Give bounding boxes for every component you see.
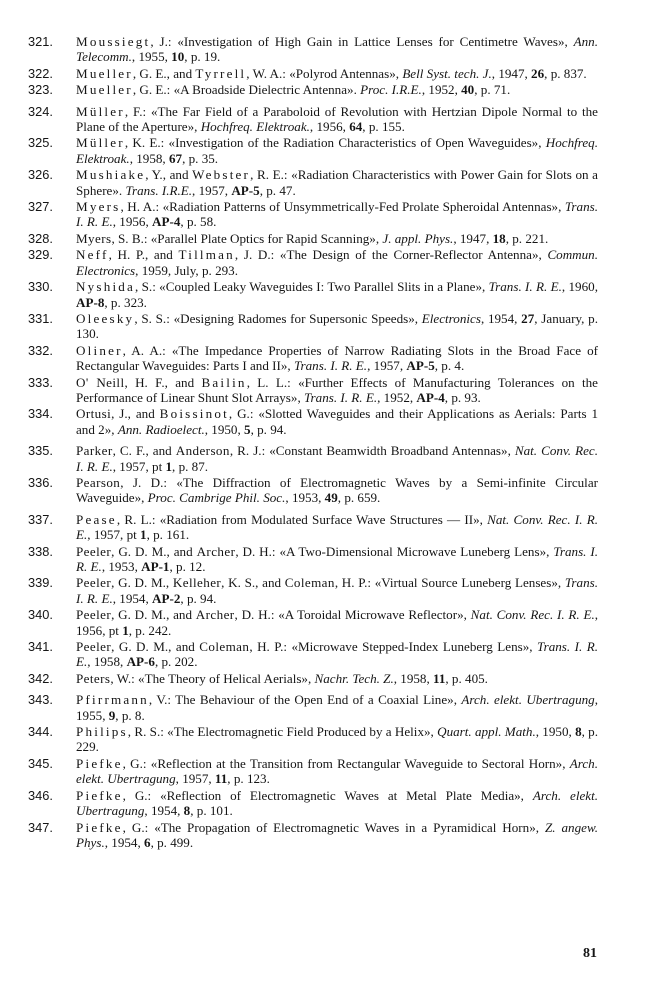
reference-number: 347. [28,819,53,835]
author: Piefke [76,819,123,835]
author: Philips [76,724,128,740]
reference-342: 342. Peters, W.: «The Theory of Helical Aerials», Nachr. Tech. Z., 1958, 11, p. 405. [28,670,488,686]
author: Moussiegt [76,34,151,49]
volume: AP-4 [152,214,181,230]
reference-335: 335. Parker, C. F., and Anderson, R. J.: «Constant Beamwidth Broadband Antennas», Nat. Conv. Rec. I. R. E., 1957, pt 1, p. 87. [28,443,598,474]
author: Bailin [201,374,247,390]
author: Mueller [76,65,133,81]
volume: 67 [168,150,183,166]
journal: Trans. I. R. E. [304,389,378,405]
author: Coleman [199,639,250,655]
journal: Z. angew. Phys. [76,819,598,850]
author: Ortusi [76,406,112,422]
volume: 40 [461,82,475,98]
author: Peters [76,670,111,686]
author: Mushiake [76,167,146,183]
reference-number: 341. [28,639,53,655]
author: O' Neill [76,374,125,390]
reference-321: 321. Moussiegt, J.: «Investigation of High Gain in Lattice Lenses for Centimetre Waves», Ann. Telecomm., 1955, 10, p. 19. [28,34,598,65]
reference-332: 332. Oliner, A. A.: «The Impedance Properties of Narrow Radiating Slots in the Broad Face of Rectangular Waveguides: Parts I and II», Trans. I. R. E., 1957, AP-5, p. 4. [28,342,598,374]
journal: Proc. I.R.E. [360,82,422,98]
reference-number: 332. [28,342,53,358]
reference-341: 341. Peeler, G. D. M., and Coleman, H. P.: «Microwave Stepped-Index Luneberg Lens», Trans. I. R. E., 1958, AP-6, p. 202. [28,639,598,670]
author: Oleesky [76,310,135,326]
journal: Trans. I. R. E. [76,543,599,574]
volume: 11 [433,670,446,686]
author: Peeler [76,607,112,623]
volume: 18 [492,230,506,246]
journal: Ann. Radioelect. [117,421,205,437]
journal: Ann. Telecomm. [76,34,598,65]
journal: J. appl. Phys. [382,230,454,246]
volume: AP-1 [141,559,170,574]
author: Peeler [76,575,112,591]
reference-number: 333. [28,374,53,390]
journal: Arch. elekt. Ubertragung [76,755,598,787]
reference-326: 326. Mushiake, Y., and Webster, R. E.: «Radiation Characteristics with Power Gain for Slots on a Sphere». Trans. I.R.E., 1957, AP-5, p. 47. [28,167,598,198]
journal: Hochfreq. Elektroak. [200,119,310,135]
journal: Trans. I. R. E. [76,199,598,230]
volume: 8 [575,724,582,740]
reference-number: 346. [28,787,53,803]
author: Archer [196,543,236,559]
volume: 1 [122,622,129,638]
reference-328: 328. Myers, S. B.: «Parallel Plate Optics for Rapid Scanning», J. appl. Phys., 1947, 18, p. 221. [28,230,549,246]
reference-number: 344. [28,724,53,740]
reference-number: 331. [28,310,53,326]
author: Peeler [76,543,112,559]
volume: 9 [108,707,116,723]
page-number: 81 [583,946,597,961]
journal: Arch. elekt. Ubertragung [461,692,595,708]
reference-number: 322. [28,65,53,81]
reference-347: 347. Piefke, G.: «The Propagation of Electromagnetic Waves in a Pyramidical Horn», Z. angew. Phys., 1954, 6, p. 499. [28,819,598,850]
reference-325: 325. Müller, K. E.: «Investigation of the Radiation Characteristics of Open Waveguides», Hochfreq. Elektroak., 1958, 67, p. 35. [28,135,598,166]
reference-number: 337. [28,511,53,527]
reference-343: 343. Pfirrmann, V.: The Behaviour of the Open End of a Coaxial Line», Arch. elekt. Ubertragung, 1955, 9, p. 8. [28,692,599,723]
reference-number: 343. [28,692,53,708]
author: Anderson [175,443,230,459]
volume: 1 [165,458,173,474]
author: Oliner [76,342,123,358]
reference-329: 329. Neff, H. P., and Tillman, J. D.: «The Design of the Corner-Reflector Antenna», Commun. Electronics, 1959, July, p. 293. [28,247,598,278]
reference-number: 330. [28,279,53,295]
reference-333: 333. O' Neill, H. F., and Bailin, L. L.: «Further Effects of Manufacturing Tolerances on the Performance of Linear Shunt Slot Arrays», Trans. I. R. E., 1952, AP-4, p. 93. [28,374,598,405]
journal: Trans. I. R. E. [293,358,368,374]
author: Mueller [76,82,133,98]
author: Peeler [76,639,112,655]
author: Müller [76,103,125,119]
author: Nyshida [76,279,136,295]
journal: Trans. I. R. E. [488,279,562,295]
author: Neff [76,247,109,263]
volume: AP-2 [152,590,181,606]
author: Kelleher [172,575,222,591]
journal: Bell Syst. tech. J. [402,65,492,81]
author: Piefke [76,787,123,803]
journal: Trans. I. R. E. [76,575,598,606]
volume: 26 [531,65,545,81]
reference-345: 345. Piefke, G.: «Reflection at the Transition from Rectangular Waveguide to Sectoral Horn», Arch. elekt. Ubertragung, 1957, 11, p. 123. [28,755,598,787]
volume: 1 [140,527,147,543]
volume: 6 [144,834,151,850]
volume: 11 [214,771,228,787]
reference-339: 339. Peeler, G. D. M., Kelleher, K. S., and Coleman, H. P.: «Virtual Source Luneberg Lenses», Trans. I. R. E., 1954, AP-2, p. 94. [28,575,598,606]
reference-337: 337. Pease, R. L.: «Radiation from Modulated Surface Wave Structures — II», Nat. Conv. Rec. I. R. E., 1957, pt 1, p. 161. [28,511,598,543]
author: Boissinot [159,406,229,422]
volume: AP-4 [416,389,445,405]
author: Webster [192,167,251,183]
author: Archer [195,607,235,623]
reference-number: 336. [28,474,53,490]
volume: 27 [521,310,535,326]
journal: Nachr. Tech. Z. [314,670,394,686]
reference-number: 334. [28,406,53,422]
author: Coleman [284,575,335,591]
journal: Proc. Cambrige Phil. Soc. [147,490,286,506]
reference-336: 336. Pearson, J. D.: «The Diffraction of Electromagnetic Waves by a Semi-infinite Circular Waveguide», Proc. Cambrige Phil. Soc., 1953, 49, p. 659. [28,474,598,506]
volume: 10 [171,49,185,65]
reference-340: 340. Peeler, G. D. M., and Archer, D. H.: «A Toroidal Microwave Reflector», Nat. Conv. Rec. I. R. E., 1956, pt 1, p. 242. [28,607,598,638]
author: Müller [76,135,125,151]
journal: Electronics [421,310,481,326]
reference-334: 334. Ortusi, J., and Boissinot, G.: «Slotted Waveguides and their Applications as Aerials: Parts 1 and 2», Ann. Radioelect., 1950, 5, p. 94. [28,406,598,437]
reference-346: 346. Piefke, G.: «Reflection of Electromagnetic Waves at Metal Plate Media», Arch. elekt. Ubertragung, 1954, 8, p. 101. [28,787,598,819]
journal: Trans. I. R. E. [76,639,598,670]
reference-number: 325. [28,135,53,151]
reference-330: 330. Nyshida, S.: «Coupled Leaky Waveguides I: Two Parallel Slits in a Plane», Trans. I. R. E., 1960, AP-8, p. 323. [28,279,598,310]
journal: Commun. Electronics [76,247,598,278]
journal: Quart. appl. Math. [437,724,536,740]
volume: 8 [183,803,191,819]
journal: Nat. Conv. Rec. I. R. E. [76,443,598,474]
journal: Nat. Conv. Rec. I. R. E. [76,511,598,543]
author: Pease [76,511,117,527]
reference-number: 338. [28,543,53,559]
reference-number: 339. [28,575,53,591]
volume: 49 [324,490,338,506]
journal: Nat. Conv. Rec. I. R. E. [470,607,595,623]
author: Tyrrell [195,65,247,81]
reference-number: 323. [28,82,53,98]
author: Myers [76,230,112,246]
author: Pearson [76,474,121,490]
reference-number: 335. [28,443,53,459]
reference-323: 323. Mueller, G. E.: «A Broadside Dielectric Antenna». Proc. I.R.E., 1952, 40, p. 71. [28,82,511,98]
journal: Hochfreq. Elektroak. [76,135,598,166]
reference-number: 321. [28,34,53,49]
reference-327: 327. Myers, H. A.: «Radiation Patterns of Unsymmetrically-Fed Prolate Spheroidal Antennas», Trans. I. R. E., 1956, AP-4, p. 58. [28,199,598,230]
volume: 5 [244,421,251,437]
author: Myers [76,199,121,215]
journal: Trans. I.R.E. [125,182,193,198]
author: Pfirrmann [76,692,149,708]
reference-number: 326. [28,167,53,183]
volume: AP-5 [406,358,435,374]
reference-322: 322. Mueller, G. E., and Tyrrell, W. A.: «Polyrod Antennas», Bell Syst. tech. J., 1947, 26, p. 837. [28,65,587,81]
volume: AP-8 [76,294,105,310]
journal: Arch. elekt. Ubertragung [76,787,598,819]
author: Parker [76,443,113,459]
reference-number: 324. [28,103,53,119]
reference-number: 328. [28,230,53,246]
reference-number: 327. [28,199,53,215]
reference-list [0,34,648,851]
author: Tillman [178,247,235,263]
reference-number: 345. [28,755,53,771]
reference-324: 324. Müller, F.: «The Far Field of a Paraboloid of Revolution with Hertzian Dipole Normal to the Plane of the Aperture», Hochfreq. Elektroak., 1956, 64, p. 155. [28,103,598,135]
volume: 64 [349,119,363,135]
reference-338: 338. Peeler, G. D. M., and Archer, D. H.: «A Two-Dimensional Microwave Luneberg Lens», Trans. I. R. E., 1953, AP-1, p. 12. [28,543,599,574]
volume: AP-5 [231,182,260,198]
reference-331: 331. Oleesky, S. S.: «Designing Radomes for Supersonic Speeds», Electronics, 1954, 27, January, p. 130. [28,310,598,342]
reference-344: 344. Philips, R. S.: «The Electromagnetic Field Produced by a Helix», Quart. appl. Math., 1950, 8, p. 229. [28,724,598,755]
reference-number: 342. [28,670,53,686]
volume: AP-6 [126,654,155,670]
reference-number: 329. [28,247,53,263]
author: Piefke [76,755,123,771]
reference-number: 340. [28,607,53,623]
